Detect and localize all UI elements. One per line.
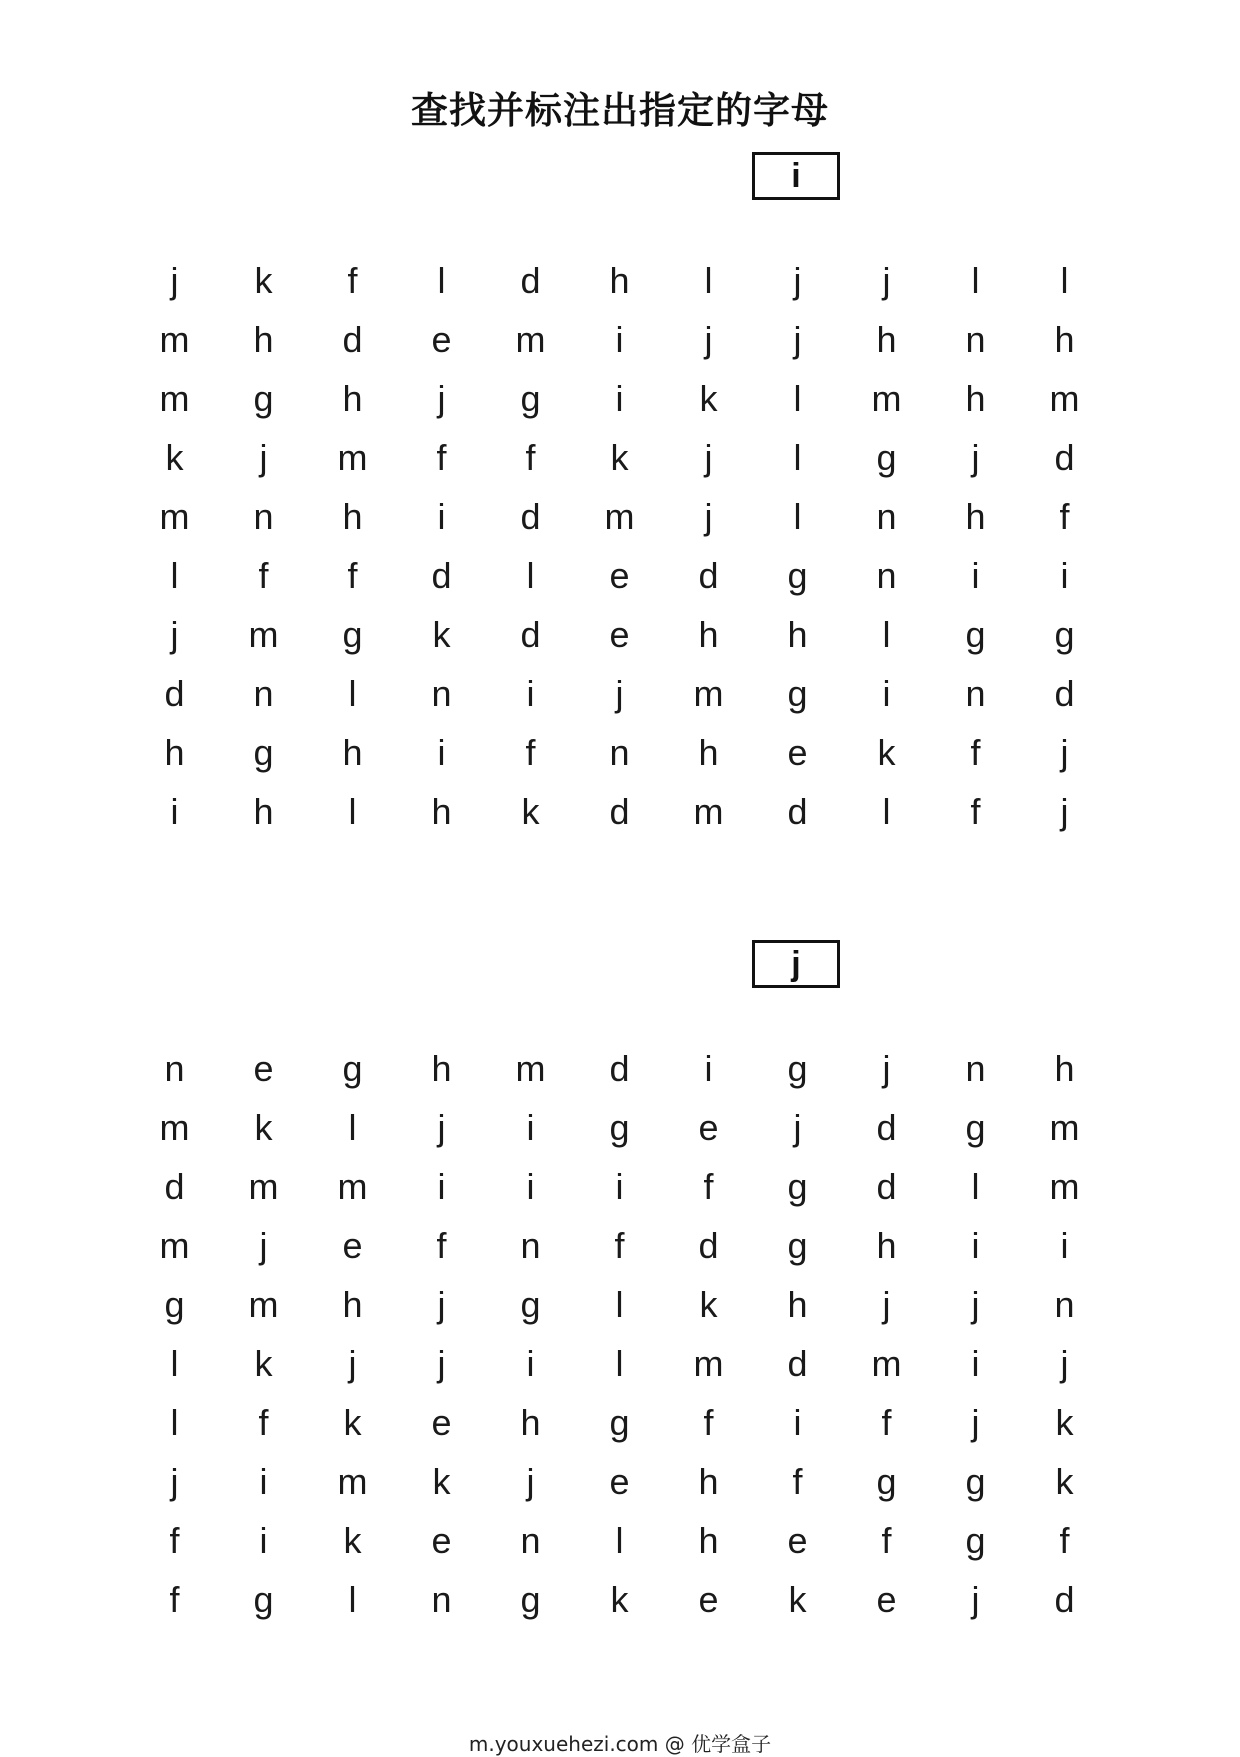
grid-row xyxy=(130,1452,1109,1511)
letter-cell[interactable]: d xyxy=(609,1048,630,1089)
letter-cell[interactable]: h xyxy=(1054,319,1075,360)
letter-cell[interactable]: j xyxy=(170,614,179,655)
letter-cell[interactable]: l xyxy=(348,1579,357,1620)
letter-cell[interactable]: j xyxy=(170,1461,179,1502)
letter-cell[interactable]: j xyxy=(1060,732,1069,773)
letter-cell[interactable]: m xyxy=(159,496,190,537)
letter-cell[interactable]: l xyxy=(882,791,891,832)
letter-cell[interactable]: h xyxy=(787,614,808,655)
letter-cell[interactable]: n xyxy=(965,1048,986,1089)
letter-cell[interactable]: i xyxy=(437,496,446,537)
letter-cell[interactable]: d xyxy=(787,1343,808,1384)
letter-cell[interactable]: f xyxy=(703,1402,714,1443)
letter-cell[interactable]: e xyxy=(431,1402,452,1443)
letter-cell[interactable]: i xyxy=(615,319,624,360)
letter-cell[interactable]: m xyxy=(693,673,724,714)
letter-cell[interactable]: i xyxy=(971,1225,980,1266)
letter-cell[interactable]: e xyxy=(609,1461,630,1502)
letter-cell[interactable]: m xyxy=(337,1461,368,1502)
letter-cell[interactable]: n xyxy=(965,319,986,360)
letter-cell[interactable]: i xyxy=(526,1107,535,1148)
letter-cell[interactable]: l xyxy=(793,496,802,537)
letter-cell[interactable]: f xyxy=(169,1579,180,1620)
grid-row xyxy=(130,251,1109,310)
letter-cell[interactable]: d xyxy=(1054,673,1075,714)
letter-cell[interactable]: j xyxy=(348,1343,357,1384)
letter-cell[interactable]: k xyxy=(432,614,451,655)
letter-cell[interactable]: m xyxy=(693,1343,724,1384)
letter-cell[interactable]: k xyxy=(254,1107,273,1148)
letter-cell[interactable]: f xyxy=(525,437,536,478)
letter-cell[interactable]: l xyxy=(615,1284,624,1325)
letter-cell[interactable]: g xyxy=(520,1284,541,1325)
letter-cell[interactable]: m xyxy=(871,1343,902,1384)
grid-row xyxy=(130,782,1109,841)
footer-watermark: m.youxuehezi.com @ 优学盒子 xyxy=(468,1732,772,1756)
letter-cell[interactable]: g xyxy=(164,1284,185,1325)
letter-cell[interactable]: h xyxy=(876,1225,897,1266)
letter-cell[interactable]: n xyxy=(876,496,897,537)
letter-cell[interactable]: l xyxy=(882,614,891,655)
letter-cell[interactable]: k xyxy=(1055,1461,1074,1502)
letter-cell[interactable]: d xyxy=(520,496,541,537)
grid-row xyxy=(130,1098,1109,1157)
letter-cell[interactable]: g xyxy=(342,614,363,655)
letter-cell[interactable]: i xyxy=(170,791,179,832)
letter-cell[interactable]: m xyxy=(159,1225,190,1266)
letter-cell[interactable]: d xyxy=(787,791,808,832)
letter-cell[interactable]: j xyxy=(971,437,980,478)
letter-cell[interactable]: e xyxy=(698,1579,719,1620)
letter-cell[interactable]: g xyxy=(253,732,274,773)
letter-cell[interactable]: j xyxy=(437,1284,446,1325)
letter-cell[interactable]: l xyxy=(437,260,446,301)
letter-cell[interactable]: e xyxy=(342,1225,363,1266)
letter-cell[interactable]: f xyxy=(614,1225,625,1266)
letter-cell[interactable]: f xyxy=(881,1520,892,1561)
letter-cell[interactable]: f xyxy=(703,1166,714,1207)
letter-cell[interactable]: h xyxy=(1054,1048,1075,1089)
letter-cell[interactable]: h xyxy=(609,260,630,301)
letter-cell[interactable]: f xyxy=(525,732,536,773)
letter-cell[interactable]: n xyxy=(520,1520,541,1561)
letter-cell[interactable]: k xyxy=(699,378,718,419)
letter-cell[interactable]: h xyxy=(253,791,274,832)
grid-row xyxy=(130,428,1109,487)
letter-cell[interactable]: g xyxy=(876,1461,897,1502)
letter-cell[interactable]: d xyxy=(164,673,185,714)
letter-cell[interactable]: g xyxy=(787,1048,808,1089)
letter-cell[interactable]: l xyxy=(793,378,802,419)
letter-cell[interactable]: i xyxy=(971,555,980,596)
grid-row xyxy=(130,1393,1109,1452)
letter-cell[interactable]: d xyxy=(698,1225,719,1266)
letter-cell[interactable]: j xyxy=(259,437,268,478)
letter-cell[interactable]: f xyxy=(1059,1520,1070,1561)
letter-cell[interactable]: j xyxy=(793,260,802,301)
letter-cell[interactable]: j xyxy=(882,1048,891,1089)
letter-cell[interactable]: j xyxy=(882,260,891,301)
letter-cell[interactable]: f xyxy=(347,555,358,596)
letter-cell[interactable]: i xyxy=(526,673,535,714)
letter-cell[interactable]: d xyxy=(1054,437,1075,478)
letter-cell[interactable]: i xyxy=(259,1461,268,1502)
letter-cell[interactable]: f xyxy=(792,1461,803,1502)
letter-cell[interactable]: n xyxy=(876,555,897,596)
grid-row xyxy=(130,1157,1109,1216)
letter-cell[interactable]: f xyxy=(436,1225,447,1266)
letter-cell[interactable]: m xyxy=(871,378,902,419)
letter-cell[interactable]: f xyxy=(258,555,269,596)
letter-cell[interactable]: h xyxy=(787,1284,808,1325)
letter-cell[interactable]: k xyxy=(343,1520,362,1561)
letter-cell[interactable]: j xyxy=(1060,791,1069,832)
target-letter-box-2[interactable]: j xyxy=(752,940,840,988)
letter-cell[interactable]: f xyxy=(881,1402,892,1443)
letter-cell[interactable]: m xyxy=(159,319,190,360)
letter-cell[interactable]: g xyxy=(253,378,274,419)
letter-cell[interactable]: i xyxy=(793,1402,802,1443)
letter-cell[interactable]: i xyxy=(704,1048,713,1089)
letter-cell[interactable]: k xyxy=(343,1402,362,1443)
letter-cell[interactable]: h xyxy=(431,1048,452,1089)
letter-cell[interactable]: g xyxy=(965,614,986,655)
letter-cell[interactable]: i xyxy=(259,1520,268,1561)
letter-cell[interactable]: i xyxy=(437,732,446,773)
letter-cell[interactable]: h xyxy=(965,378,986,419)
letter-cell[interactable]: l xyxy=(1060,260,1069,301)
letter-cell[interactable]: e xyxy=(787,732,808,773)
letter-cell[interactable]: m xyxy=(159,378,190,419)
letter-cell[interactable]: d xyxy=(876,1166,897,1207)
letter-cell[interactable]: j xyxy=(971,1579,980,1620)
letter-cell[interactable]: f xyxy=(1059,496,1070,537)
letter-cell[interactable]: j xyxy=(704,437,713,478)
letter-cell[interactable]: k xyxy=(432,1461,451,1502)
letter-cell[interactable]: j xyxy=(437,378,446,419)
letter-cell[interactable]: g xyxy=(787,555,808,596)
letter-cell[interactable]: d xyxy=(698,555,719,596)
letter-cell[interactable]: m xyxy=(1049,1107,1080,1148)
letter-cell[interactable]: g xyxy=(876,437,897,478)
page-title: 查找并标注出指定的字母 xyxy=(411,89,829,132)
letter-cell[interactable]: g xyxy=(787,1225,808,1266)
letter-cell[interactable]: m xyxy=(248,1166,279,1207)
letter-cell[interactable]: i xyxy=(526,1166,535,1207)
letter-cell[interactable]: i xyxy=(615,1166,624,1207)
letter-cell[interactable]: k xyxy=(610,1579,629,1620)
letter-cell[interactable]: i xyxy=(615,378,624,419)
letter-cell[interactable]: d xyxy=(1054,1579,1075,1620)
letter-cell[interactable]: k xyxy=(788,1579,807,1620)
letter-cell[interactable]: g xyxy=(520,1579,541,1620)
letter-cell[interactable]: h xyxy=(342,378,363,419)
letter-cell[interactable]: e xyxy=(698,1107,719,1148)
letter-cell[interactable]: k xyxy=(521,791,540,832)
grid-row xyxy=(130,723,1109,782)
letter-cell[interactable]: j xyxy=(971,1402,980,1443)
letter-cell[interactable]: e xyxy=(876,1579,897,1620)
letter-cell[interactable]: l xyxy=(704,260,713,301)
letter-cell[interactable]: g xyxy=(609,1107,630,1148)
letter-grid-2 xyxy=(130,1039,1109,1629)
letter-cell[interactable]: l xyxy=(971,1166,980,1207)
letter-cell[interactable]: d xyxy=(520,614,541,655)
grid-row xyxy=(130,310,1109,369)
letter-cell[interactable]: h xyxy=(342,1284,363,1325)
target-letter-box-1[interactable]: i xyxy=(752,152,840,200)
letter-cell[interactable]: k xyxy=(699,1284,718,1325)
letter-cell[interactable]: h xyxy=(698,732,719,773)
grid-row xyxy=(130,664,1109,723)
grid-row xyxy=(130,1511,1109,1570)
letter-cell[interactable]: j xyxy=(971,1284,980,1325)
letter-cell[interactable]: l xyxy=(793,437,802,478)
letter-cell[interactable]: e xyxy=(253,1048,274,1089)
letter-cell[interactable]: j xyxy=(437,1343,446,1384)
letter-cell[interactable]: m xyxy=(1049,378,1080,419)
grid-row xyxy=(130,1275,1109,1334)
letter-cell[interactable]: g xyxy=(965,1107,986,1148)
letter-cell[interactable]: l xyxy=(971,260,980,301)
letter-cell[interactable]: n xyxy=(1054,1284,1075,1325)
letter-cell[interactable]: j xyxy=(1060,1343,1069,1384)
letter-cell[interactable]: g xyxy=(609,1402,630,1443)
letter-cell[interactable]: i xyxy=(1060,1225,1069,1266)
grid-row xyxy=(130,1334,1109,1393)
letter-cell[interactable]: g xyxy=(1054,614,1075,655)
grid-row xyxy=(130,546,1109,605)
letter-cell[interactable]: f xyxy=(258,1402,269,1443)
letter-cell[interactable]: e xyxy=(431,319,452,360)
letter-cell[interactable]: j xyxy=(170,260,179,301)
letter-cell[interactable]: i xyxy=(882,673,891,714)
letter-cell[interactable]: h xyxy=(431,791,452,832)
letter-cell[interactable]: j xyxy=(793,1107,802,1148)
grid-row xyxy=(130,1216,1109,1275)
letter-cell[interactable]: m xyxy=(337,437,368,478)
letter-cell[interactable]: e xyxy=(431,1520,452,1561)
letter-cell[interactable]: k xyxy=(877,732,896,773)
letter-cell[interactable]: g xyxy=(253,1579,274,1620)
letter-cell[interactable]: l xyxy=(615,1343,624,1384)
letter-cell[interactable]: d xyxy=(431,555,452,596)
letter-cell[interactable]: m xyxy=(159,1107,190,1148)
letter-cell[interactable]: d xyxy=(876,1107,897,1148)
letter-cell[interactable]: n xyxy=(609,732,630,773)
letter-cell[interactable]: m xyxy=(515,319,546,360)
letter-cell[interactable]: f xyxy=(970,791,981,832)
letter-cell[interactable]: m xyxy=(248,614,279,655)
letter-cell[interactable]: m xyxy=(604,496,635,537)
letter-cell[interactable]: h xyxy=(965,496,986,537)
grid-row xyxy=(130,487,1109,546)
letter-cell[interactable]: m xyxy=(693,791,724,832)
letter-cell[interactable]: f xyxy=(347,260,358,301)
letter-cell[interactable]: f xyxy=(169,1520,180,1561)
letter-cell[interactable]: h xyxy=(253,319,274,360)
letter-cell[interactable]: n xyxy=(520,1225,541,1266)
letter-cell[interactable]: d xyxy=(164,1166,185,1207)
letter-cell[interactable]: j xyxy=(704,319,713,360)
letter-cell[interactable]: e xyxy=(609,555,630,596)
letter-cell[interactable]: h xyxy=(698,614,719,655)
letter-cell[interactable]: i xyxy=(437,1166,446,1207)
letter-cell[interactable]: k xyxy=(165,437,184,478)
letter-cell[interactable]: j xyxy=(526,1461,535,1502)
letter-cell[interactable]: j xyxy=(437,1107,446,1148)
letter-cell[interactable]: k xyxy=(254,260,273,301)
letter-cell[interactable]: f xyxy=(436,437,447,478)
letter-cell[interactable]: j xyxy=(259,1225,268,1266)
letter-cell[interactable]: m xyxy=(248,1284,279,1325)
letter-cell[interactable]: l xyxy=(170,1343,179,1384)
letter-cell[interactable]: h xyxy=(698,1461,719,1502)
letter-cell[interactable]: g xyxy=(787,1166,808,1207)
letter-cell[interactable]: k xyxy=(610,437,629,478)
letter-cell[interactable]: k xyxy=(254,1343,273,1384)
letter-cell[interactable]: f xyxy=(970,732,981,773)
letter-cell[interactable]: j xyxy=(793,319,802,360)
letter-cell[interactable]: h xyxy=(164,732,185,773)
letter-cell[interactable]: l xyxy=(526,555,535,596)
letter-cell[interactable]: k xyxy=(1055,1402,1074,1443)
letter-cell[interactable]: d xyxy=(520,260,541,301)
letter-cell[interactable]: e xyxy=(787,1520,808,1561)
letter-cell[interactable]: i xyxy=(1060,555,1069,596)
grid-row xyxy=(130,369,1109,428)
letter-cell[interactable]: l xyxy=(615,1520,624,1561)
letter-grid-1 xyxy=(130,251,1109,841)
letter-cell[interactable]: l xyxy=(348,791,357,832)
letter-cell[interactable]: m xyxy=(515,1048,546,1089)
letter-cell[interactable]: g xyxy=(965,1461,986,1502)
letter-cell[interactable]: l xyxy=(170,1402,179,1443)
letter-cell[interactable]: n xyxy=(431,673,452,714)
letter-cell[interactable]: j xyxy=(615,673,624,714)
letter-cell[interactable]: i xyxy=(526,1343,535,1384)
letter-cell[interactable]: h xyxy=(520,1402,541,1443)
letter-cell[interactable]: h xyxy=(342,496,363,537)
letter-cell[interactable]: h xyxy=(876,319,897,360)
letter-cell[interactable]: g xyxy=(787,673,808,714)
letter-cell[interactable]: i xyxy=(971,1343,980,1384)
letter-cell[interactable]: j xyxy=(704,496,713,537)
letter-cell[interactable]: n xyxy=(164,1048,185,1089)
letter-cell[interactable]: g xyxy=(342,1048,363,1089)
grid-row xyxy=(130,1570,1109,1629)
letter-cell[interactable]: j xyxy=(882,1284,891,1325)
letter-cell[interactable]: n xyxy=(253,673,274,714)
letter-cell[interactable]: g xyxy=(965,1520,986,1561)
letter-cell[interactable]: n xyxy=(431,1579,452,1620)
letter-cell[interactable]: l xyxy=(170,555,179,596)
letter-cell[interactable]: m xyxy=(1049,1166,1080,1207)
letter-cell[interactable]: d xyxy=(609,791,630,832)
letter-cell[interactable]: g xyxy=(520,378,541,419)
letter-cell[interactable]: n xyxy=(253,496,274,537)
letter-cell[interactable]: m xyxy=(337,1166,368,1207)
grid-row xyxy=(130,1039,1109,1098)
letter-cell[interactable]: l xyxy=(348,1107,357,1148)
letter-cell[interactable]: n xyxy=(965,673,986,714)
letter-cell[interactable]: e xyxy=(609,614,630,655)
grid-row xyxy=(130,605,1109,664)
letter-cell[interactable]: h xyxy=(342,732,363,773)
letter-cell[interactable]: d xyxy=(342,319,363,360)
letter-cell[interactable]: l xyxy=(348,673,357,714)
letter-cell[interactable]: h xyxy=(698,1520,719,1561)
